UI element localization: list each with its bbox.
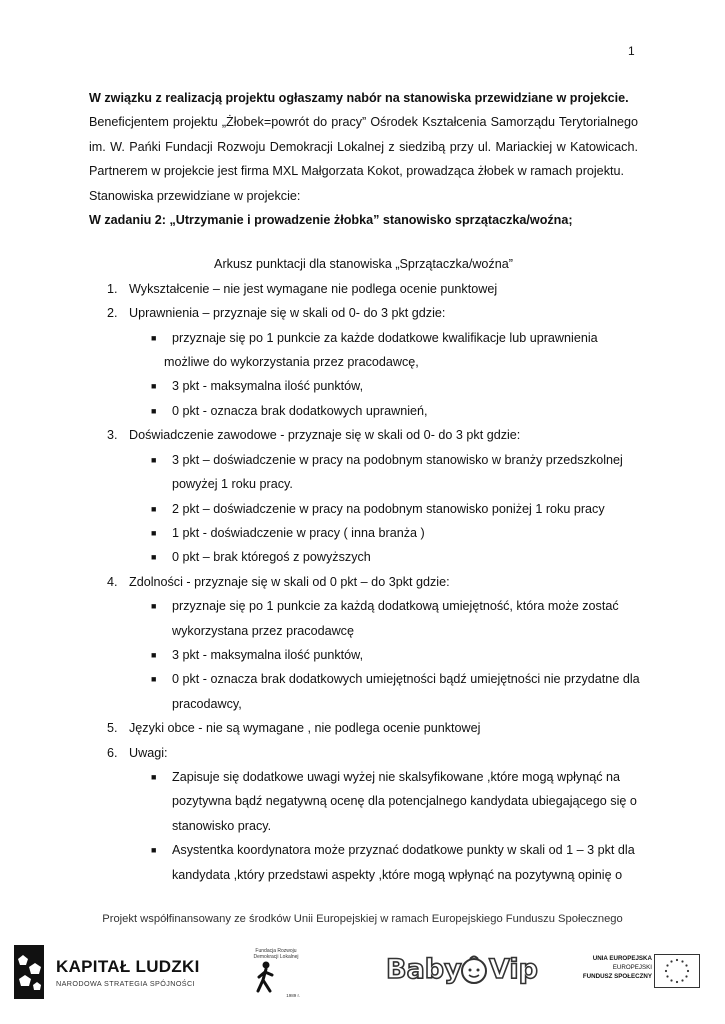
- bullet-item: ■ 0 pkt - oznacza brak dodatkowych umiejętności bądź umiejętności nie przydatne dla: [89, 667, 638, 691]
- list-item: 6. Uwagi:: [107, 745, 168, 760]
- eu-line-3: FUNDUSZ SPOŁECZNY: [582, 973, 652, 980]
- kapital-ludzki-logo: [14, 944, 200, 1000]
- bullet-square-icon: ■: [151, 552, 157, 563]
- list-item: 2. Uprawnienia – przyznaje się w skali od 0- do 3 pkt gdzie:: [107, 306, 446, 321]
- bullet-square-icon: ■: [151, 381, 157, 392]
- bullet-item: ■ 2 pkt – doświadczenie w pracy na podobnym stanowisko poniżej 1 roku pracy: [89, 497, 638, 521]
- bullet-square-icon: ■: [151, 845, 157, 856]
- footer-cofinancing-text: Projekt współfinansowany ze środków Unii Europejskiej w ramach Europejskiego Funduszu Społecznego: [102, 913, 623, 925]
- list-item-text: Uprawnienia – przyznaje się w skali od 0- do 3 pkt gdzie:: [129, 306, 446, 321]
- bullet-item: ■ przyznaje się po 1 punkcie za każde dodatkowe kwalifikacje lub uprawnienia: [89, 326, 638, 350]
- positions-line: Stanowiska przewidziane w projekcie:: [89, 188, 301, 203]
- bullet-square-icon: ■: [151, 527, 157, 538]
- footer-logos: [0, 940, 725, 1010]
- sheet-title: Arkusz punktacji dla stanowiska „Sprzątaczka/woźna”: [214, 257, 513, 272]
- bullet-continuation: wykorzystana przez pracodawcę: [172, 623, 354, 638]
- eu-logo: [570, 954, 700, 994]
- bullet-square-icon: ■: [151, 503, 157, 514]
- page-number: 1: [628, 44, 635, 58]
- intro-line-3: Partnerem w projekcie jest firma MXL Małgorzata Kokot, prowadząca żłobek w ramach projektu.: [89, 164, 624, 179]
- bullet-square-icon: ■: [151, 332, 157, 343]
- baby-vip-logo: Baby Vip: [386, 954, 539, 985]
- eu-flag-icon: [654, 954, 700, 988]
- bullet-square-icon: ■: [151, 771, 157, 782]
- list-item-text: Uwagi:: [129, 745, 168, 760]
- bullet-square-icon: ■: [151, 674, 157, 685]
- list-item-text: Zdolności - przyznaje się w skali od 0 pkt – do 3pkt gdzie:: [129, 574, 450, 589]
- bullet-item: ■ przyznaje się po 1 punkcie za każdą dodatkową umiejętność, która może zostać: [89, 594, 638, 618]
- bullet-continuation: stanowisko pracy.: [172, 818, 272, 833]
- bullet-square-icon: ■: [151, 601, 157, 612]
- task-line: W zadaniu 2: „Utrzymanie i prowadzenie żłobka” stanowisko sprzątaczka/woźna;: [89, 213, 573, 228]
- fundacja-year: 1989 r.: [286, 993, 300, 998]
- bullet-item: ■ 3 pkt - maksymalna ilość punktów,: [89, 643, 638, 667]
- list-item-text: Języki obce - nie są wymagane , nie podlega ocenie punktowej: [129, 721, 481, 736]
- eu-line-2: EUROPEJSKI: [612, 964, 652, 971]
- bullet-item: ■ 1 pkt - doświadczenie w pracy ( inna branża ): [89, 521, 638, 545]
- bullet-continuation: możliwe do wykorzystania przez pracodawcę,: [164, 355, 419, 370]
- list-item: 3. Doświadczenie zawodowe - przyznaje się w skali od 0- do 3 pkt gdzie:: [107, 428, 521, 443]
- bullet-continuation: pracodawcy,: [172, 696, 242, 711]
- bullet-square-icon: ■: [151, 649, 157, 660]
- bullet-item: ■ 0 pkt – brak któregoś z powyższych: [89, 545, 638, 569]
- bullet-item: ■ 0 pkt - oznacza brak dodatkowych uprawnień,: [89, 399, 638, 423]
- eu-line-1: UNIA EUROPEJSKA: [592, 955, 652, 962]
- intro-line-2: im. W. Pańki Fundacji Rozwoju Demokracji Lokalnej z siedzibą przy ul. Mariackiej w Katowicach.: [89, 139, 638, 154]
- running-figure-icon: [250, 960, 302, 994]
- kapital-ludzki-mark-icon: [14, 945, 44, 999]
- baby-face-icon: [460, 955, 488, 985]
- kapital-ludzki-title: KAPITAŁ LUDZKI: [56, 956, 200, 976]
- list-item: 4. Zdolności - przyznaje się w skali od 0 pkt – do 3pkt gdzie:: [107, 574, 450, 589]
- fundacja-logo: [250, 948, 302, 1000]
- bullet-square-icon: ■: [151, 454, 157, 465]
- bullet-item: ■ 3 pkt - maksymalna ilość punktów,: [89, 374, 638, 398]
- list-item: 1. Wykształcenie – nie jest wymagane nie podlega ocenie punktowej: [107, 281, 498, 296]
- bullet-continuation: kandydata ,który przedstawi aspekty ,które mogą wpłynąć na pozytywną opinię o: [172, 867, 623, 882]
- document-body: [89, 86, 638, 887]
- bullet-continuation: pozytywna bądź negatywną ocenę dla potencjalnego kandydata ubiegającego się o: [172, 794, 637, 809]
- list-item-text: Wykształcenie – nie jest wymagane nie podlega ocenie punktowej: [129, 281, 498, 296]
- bullet-square-icon: ■: [151, 405, 157, 416]
- list-item-text: Doświadczenie zawodowe - przyznaje się w skali od 0- do 3 pkt gdzie:: [129, 428, 521, 443]
- fundacja-name: Fundacja Rozwoju Demokracji Lokalnej: [253, 948, 299, 960]
- list-item: 5. Języki obce - nie są wymagane , nie podlega ocenie punktowej: [107, 721, 481, 736]
- intro-line-1: Beneficjentem projektu „Żłobek=powrót do pracy” Ośrodek Kształcenia Samorządu Terytorialnego: [89, 115, 638, 130]
- intro-heading: W związku z realizacją projektu ogłaszamy nabór na stanowiska przewidziane w projekcie.: [89, 91, 629, 105]
- bullet-item: ■ Zapisuje się dodatkowe uwagi wyżej nie skalsyfikowane ,które mogą wpłynąć na: [89, 765, 638, 789]
- kapital-ludzki-subtitle: NARODOWA STRATEGIA SPÓJNOŚCI: [56, 978, 195, 988]
- bullet-continuation: powyżej 1 roku pracy.: [172, 477, 293, 492]
- bullet-item: ■ Asystentka koordynatora może przyznać dodatkowe punkty w skali od 1 – 3 pkt dla: [89, 838, 638, 862]
- bullet-item: ■ 3 pkt – doświadczenie w pracy na podobnym stanowisko w branży przedszkolnej: [89, 448, 638, 472]
